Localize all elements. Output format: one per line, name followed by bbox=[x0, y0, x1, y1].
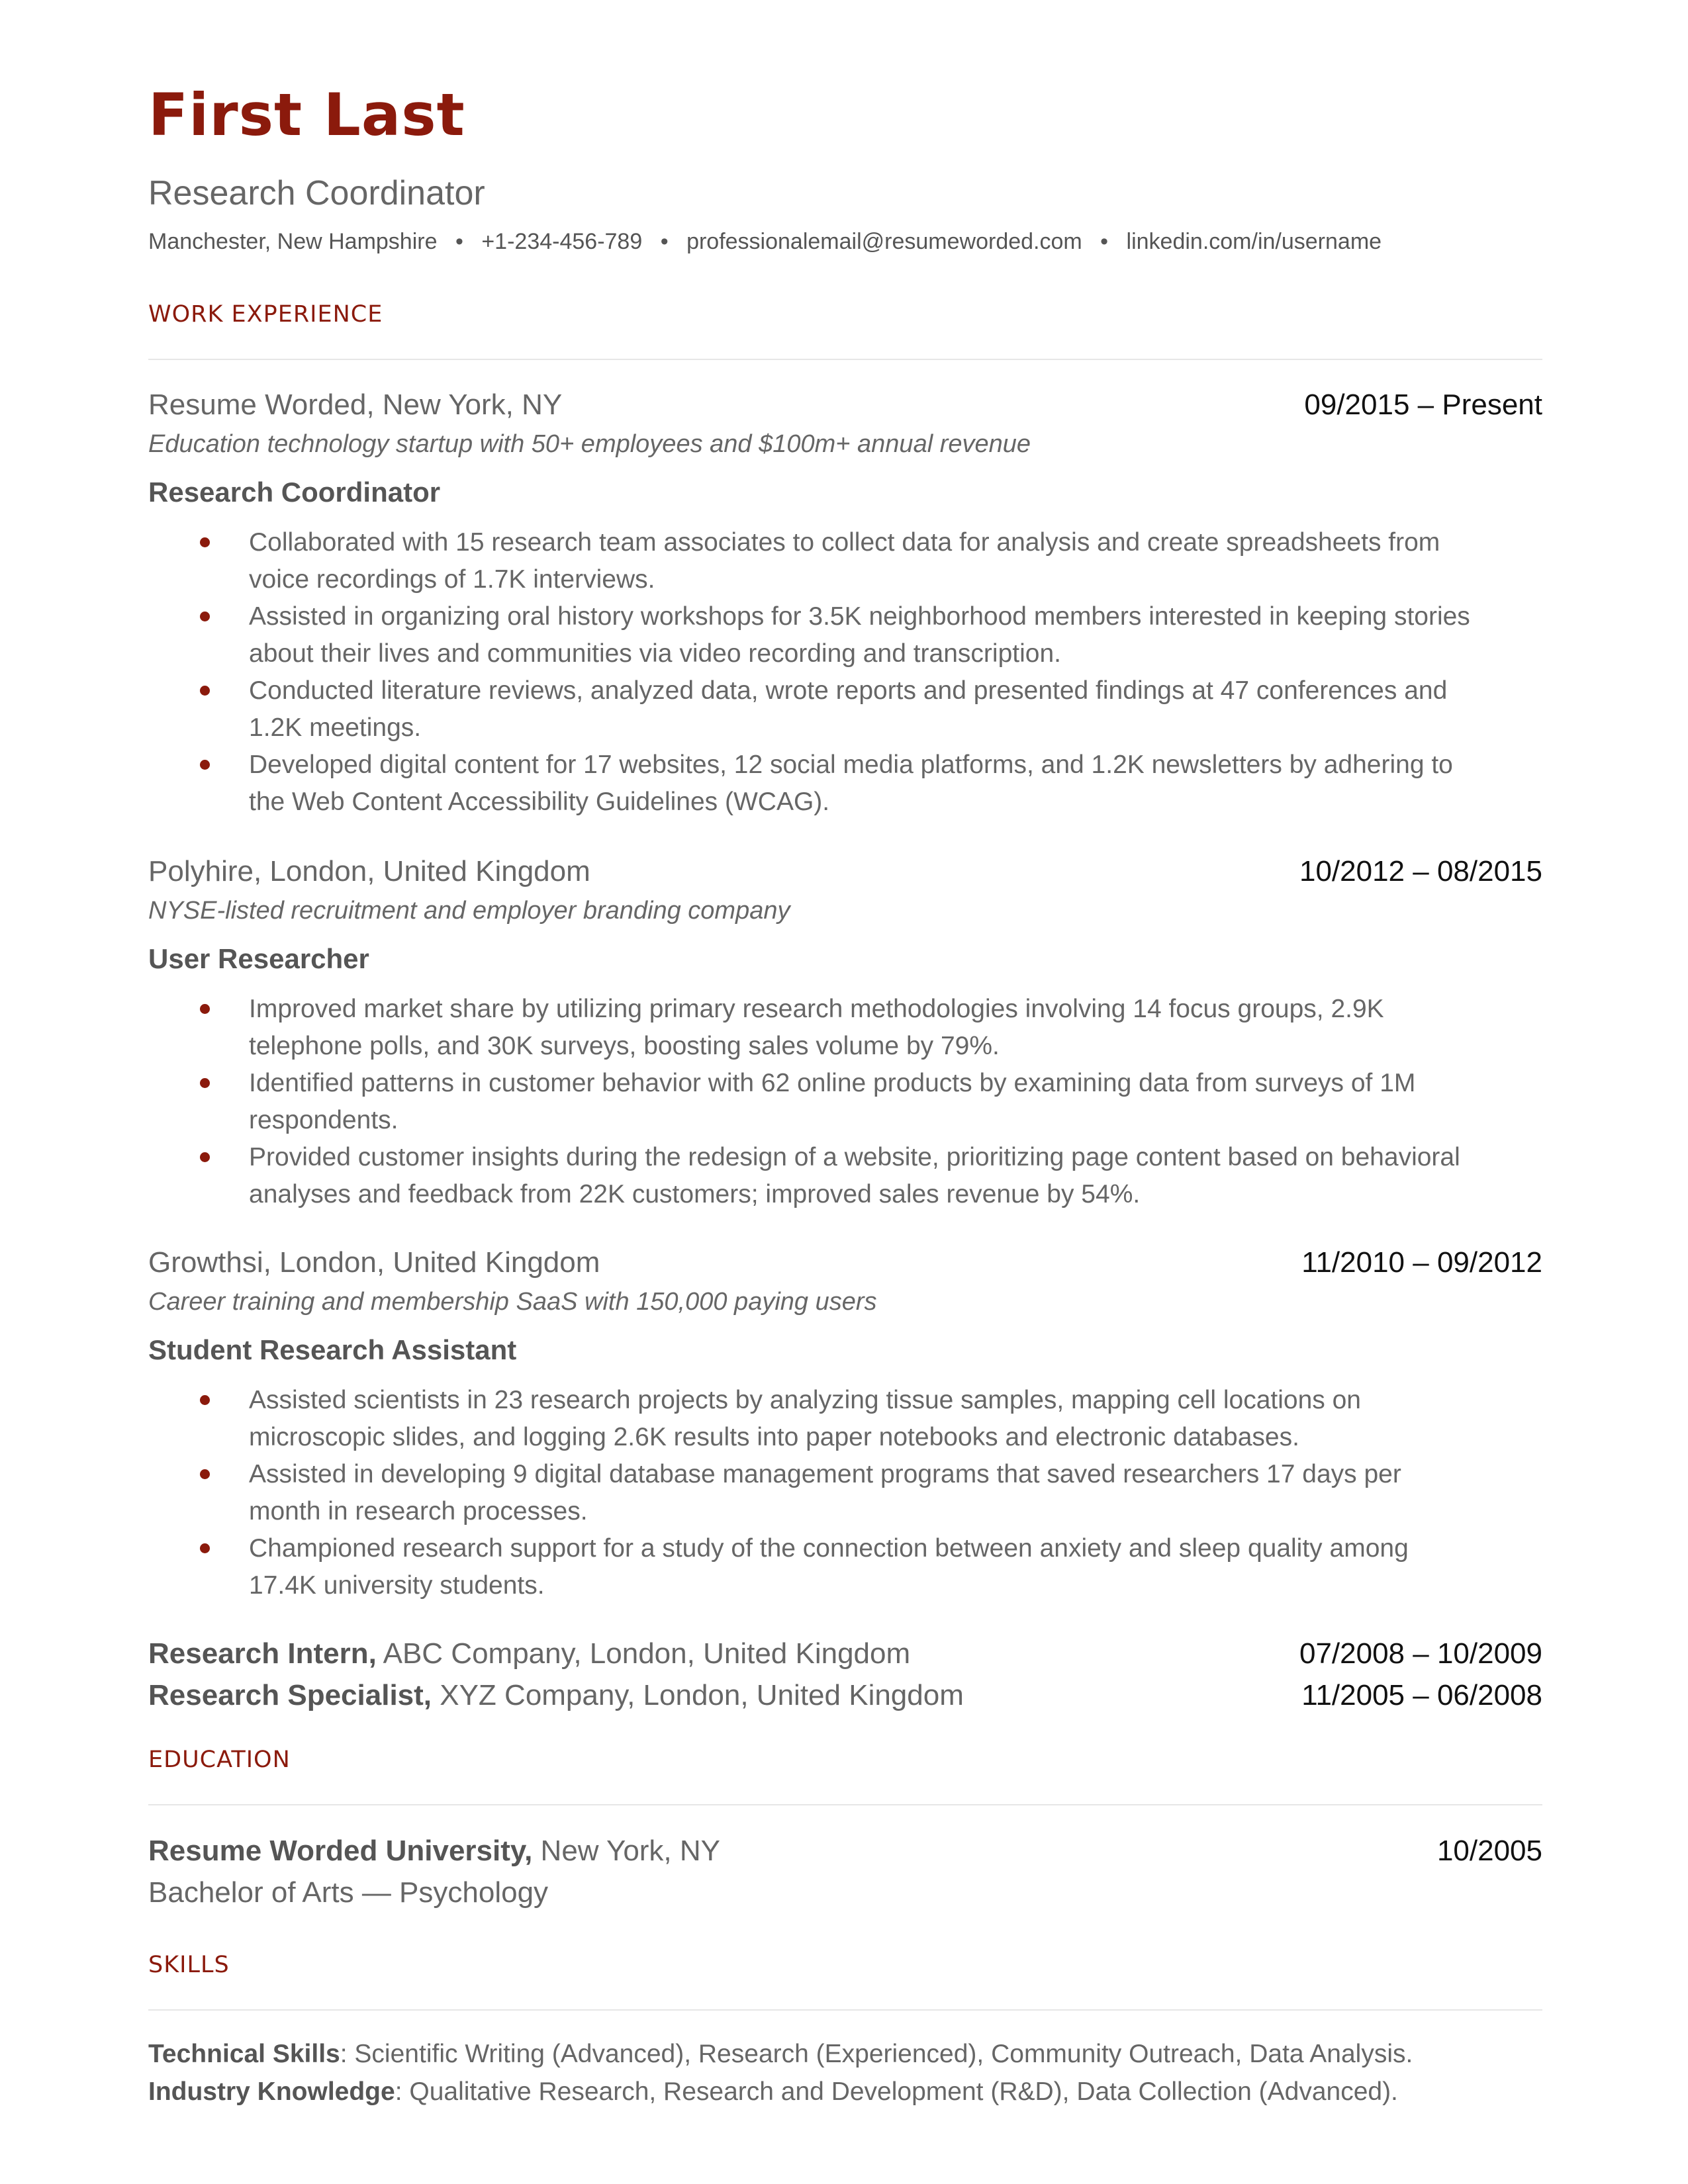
list-item: Conducted literature reviews, analyzed data, wrote reports and presented findings at 47 conferences and 1.2K meetings. bbox=[148, 672, 1542, 747]
other-role bbox=[148, 1639, 1542, 1668]
list-item: Identified patterns in customer behavior with 62 online products by examining data from surveys of 1M respondents. bbox=[148, 1065, 1542, 1139]
job-description: Education technology startup with 50+ employees and $100m+ annual revenue bbox=[148, 430, 1031, 458]
section-divider bbox=[148, 1804, 1542, 1805]
skills-technical bbox=[148, 2041, 1413, 2067]
job-company: Growthsi, London, United Kingdom bbox=[148, 1246, 600, 1279]
education-header bbox=[148, 1837, 1542, 1866]
bullet-icon bbox=[200, 1543, 210, 1553]
candidate-name: First Last bbox=[148, 81, 465, 149]
other-role-title: Research Specialist, bbox=[148, 1679, 432, 1711]
skills-value: : Scientific Writing (Advanced), Research (Experienced), Community Outreach, Data Analysis. bbox=[340, 2040, 1413, 2068]
contact-separator: • bbox=[660, 229, 669, 254]
bullet-icon bbox=[200, 1152, 210, 1162]
list-item: Championed research support for a study of the connection between anxiety and sleep quality among 17.4K university students. bbox=[148, 1530, 1542, 1604]
contact-phone: +1-234-456-789 bbox=[481, 229, 643, 254]
other-role-dates: 07/2008 – 10/2009 bbox=[1299, 1637, 1542, 1670]
bullet-icon bbox=[200, 1004, 210, 1014]
job-company: Polyhire, London, United Kingdom bbox=[148, 855, 590, 887]
job-dates: 11/2010 – 09/2012 bbox=[1301, 1246, 1542, 1279]
skills-value: : Qualitative Research, Research and Development (R&D), Data Collection (Advanced). bbox=[395, 2077, 1398, 2106]
other-role-dates: 11/2005 – 06/2008 bbox=[1301, 1679, 1542, 1711]
other-role bbox=[148, 1681, 1542, 1710]
list-item: Improved market share by utilizing primary research methodologies involving 14 focus groups, 2.9K telephone polls, and 30K surveys, boosting sales volume by 79%. bbox=[148, 991, 1542, 1065]
bullet-icon bbox=[200, 537, 210, 547]
education-school: Resume Worded University, bbox=[148, 1835, 533, 1867]
job-role: Research Coordinator bbox=[148, 477, 441, 508]
contact-separator: • bbox=[455, 229, 463, 254]
education-location: New York, NY bbox=[532, 1835, 721, 1867]
skills-label: Technical Skills bbox=[148, 2040, 340, 2068]
section-education: EDUCATION bbox=[148, 1747, 291, 1773]
section-divider bbox=[148, 359, 1542, 360]
other-role-company: XYZ Company, London, United Kingdom bbox=[432, 1679, 964, 1711]
bullet-icon bbox=[200, 1469, 210, 1479]
job-dates: 10/2012 – 08/2015 bbox=[1299, 855, 1542, 887]
contact-linkedin[interactable]: linkedin.com/in/username bbox=[1126, 229, 1382, 254]
education-degree-row bbox=[148, 1878, 1542, 1907]
job-role: User Researcher bbox=[148, 943, 369, 974]
other-role-title: Research Intern, bbox=[148, 1637, 377, 1670]
list-item: Developed digital content for 17 websites, 12 social media platforms, and 1.2K newsletters by adhering to the Web Content Accessibility Guidelines (WCAG). bbox=[148, 747, 1542, 821]
contact-line bbox=[148, 230, 1382, 253]
job-role: Student Research Assistant bbox=[148, 1334, 517, 1365]
skills-label: Industry Knowledge bbox=[148, 2077, 395, 2106]
job-bullets bbox=[148, 524, 1542, 821]
list-item: Provided customer insights during the redesign of a website, prioritizing page content based on behavioral analyses and feedback from 22K customers; improved sales revenue by 54%. bbox=[148, 1139, 1542, 1213]
job-header bbox=[148, 390, 1542, 420]
bullet-icon bbox=[200, 1078, 210, 1088]
job-dates: 09/2015 – Present bbox=[1304, 388, 1542, 421]
list-item: Assisted scientists in 23 research projects by analyzing tissue samples, mapping cell locations on microscopic slides, and logging 2.6K results into paper notebooks and electronic databases. bbox=[148, 1382, 1542, 1456]
job-header bbox=[148, 1248, 1542, 1277]
job-description: Career training and membership SaaS with 150,000 paying users bbox=[148, 1288, 877, 1316]
education-date: 10/2005 bbox=[1436, 1835, 1542, 1867]
section-skills: SKILLS bbox=[148, 1952, 230, 1978]
job-company: Resume Worded, New York, NY bbox=[148, 388, 563, 421]
contact-location: Manchester, New Hampshire bbox=[148, 229, 438, 254]
skills-industry bbox=[148, 2079, 1398, 2105]
contact-separator: • bbox=[1100, 229, 1109, 254]
education-degree: Bachelor of Arts — Psychology bbox=[148, 1876, 549, 1909]
bullet-icon bbox=[200, 686, 210, 696]
job-description: NYSE-listed recruitment and employer branding company bbox=[148, 897, 790, 925]
candidate-title: Research Coordinator bbox=[148, 174, 485, 212]
job-header bbox=[148, 857, 1542, 886]
contact-email[interactable]: professionalemail@resumeworded.com bbox=[686, 229, 1082, 254]
bullet-icon bbox=[200, 760, 210, 770]
job-bullets bbox=[148, 991, 1542, 1213]
list-item: Assisted in organizing oral history workshops for 3.5K neighborhood members interested in keeping stories about their lives and communities via video recording and transcription. bbox=[148, 598, 1542, 672]
section-work-experience: WORK EXPERIENCE bbox=[148, 301, 383, 328]
bullet-icon bbox=[200, 612, 210, 621]
list-item: Assisted in developing 9 digital database management programs that saved researchers 17 days per month in research processes. bbox=[148, 1456, 1542, 1530]
job-bullets bbox=[148, 1382, 1542, 1604]
bullet-icon bbox=[200, 1395, 210, 1405]
list-item: Collaborated with 15 research team associates to collect data for analysis and create spreadsheets from voice recordings of 1.7K interviews. bbox=[148, 524, 1542, 598]
other-role-company: ABC Company, London, United Kingdom bbox=[376, 1637, 911, 1670]
section-divider bbox=[148, 2009, 1542, 2011]
